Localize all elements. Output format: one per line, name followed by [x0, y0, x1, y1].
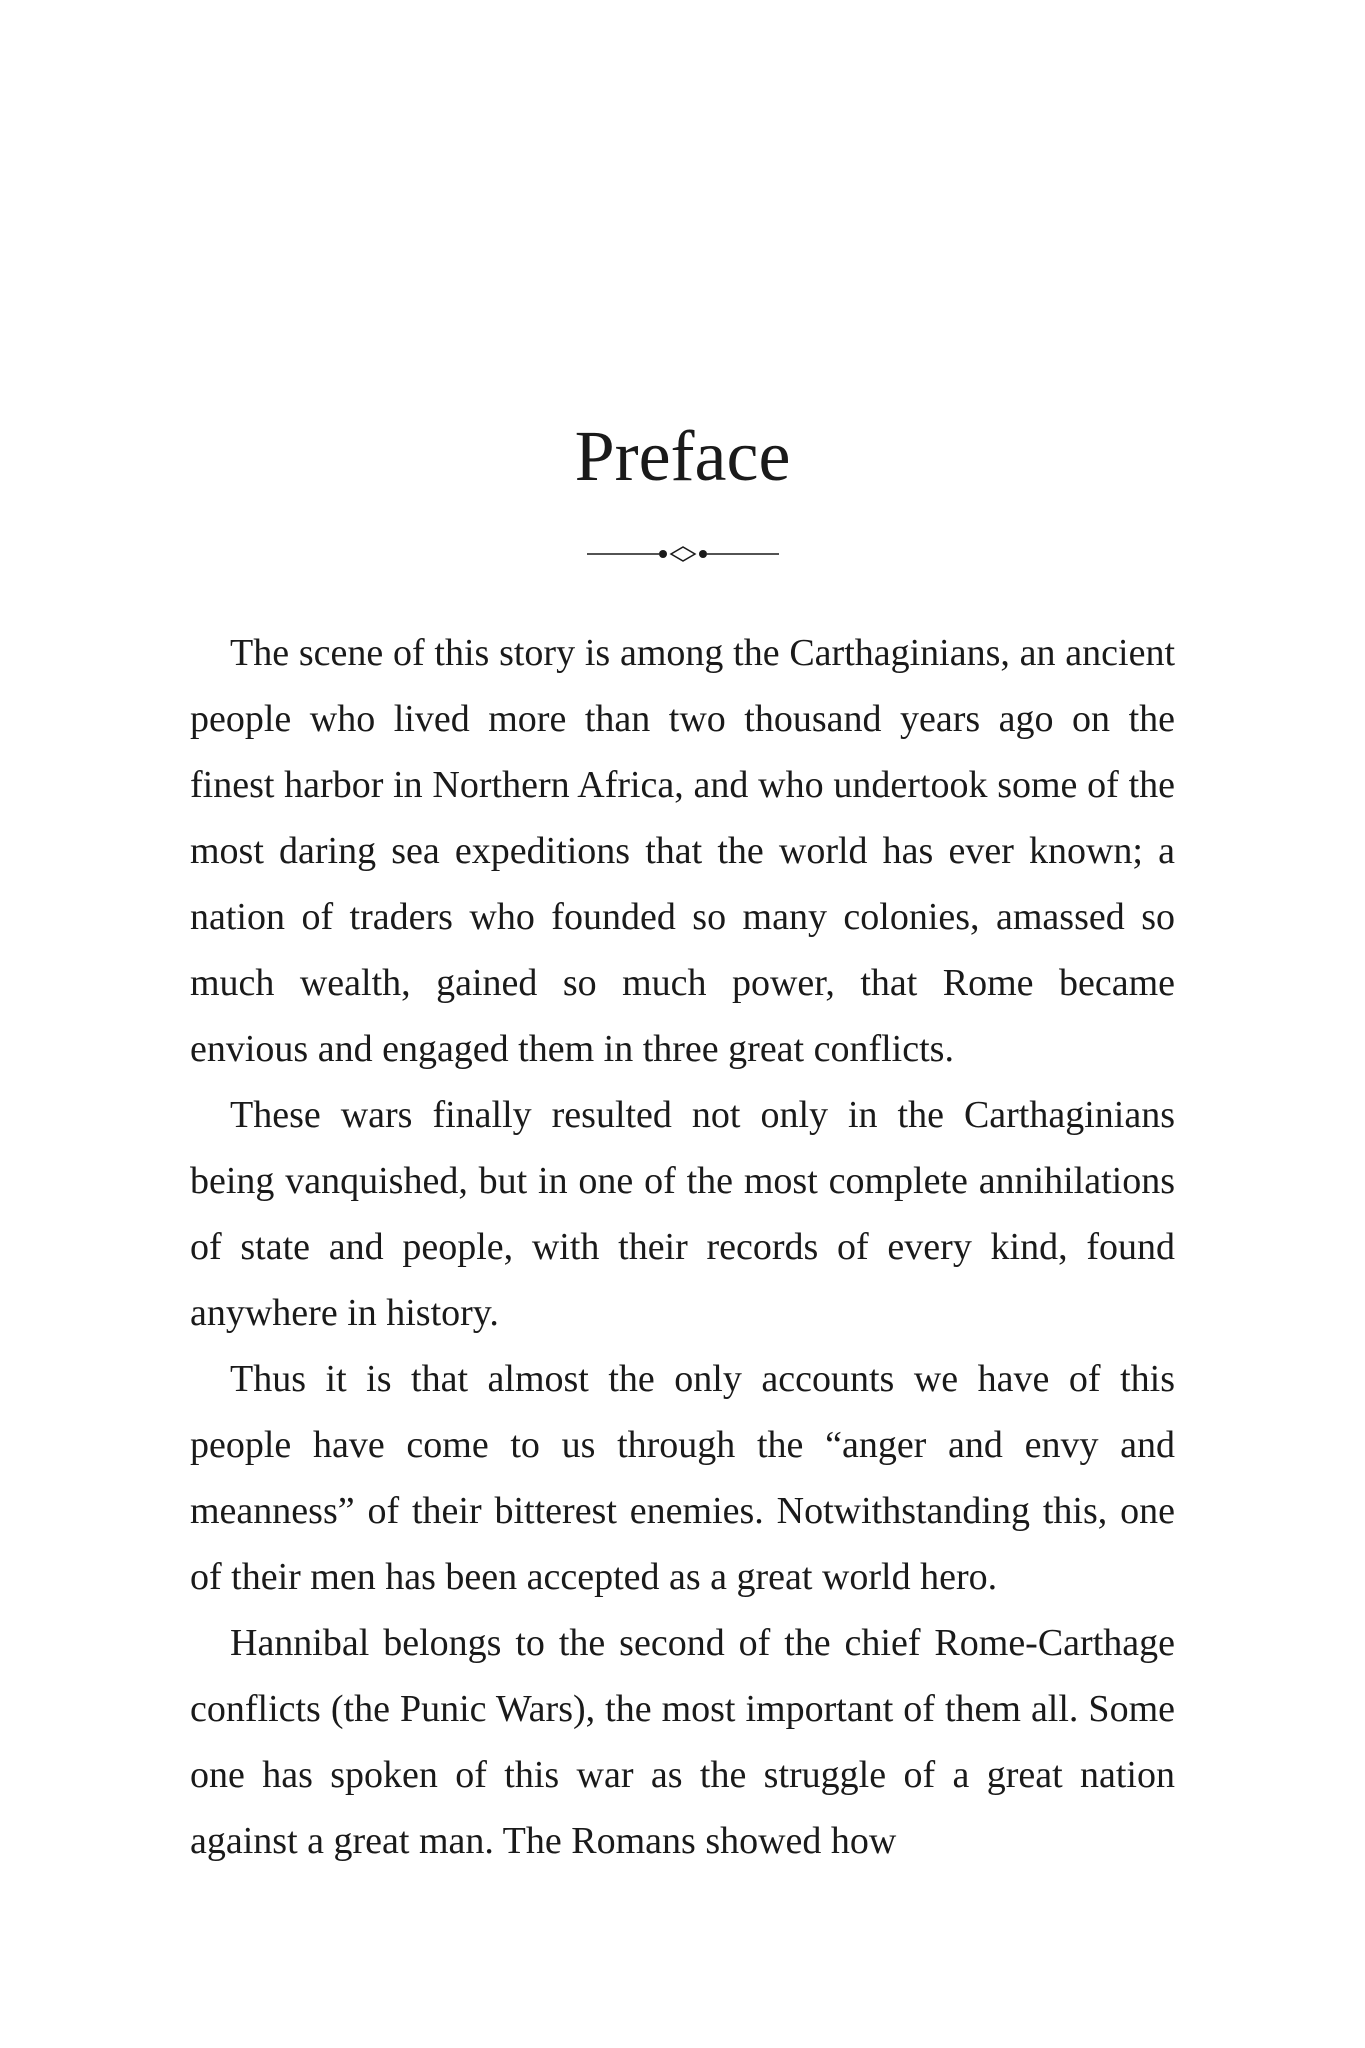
paragraph-1: The scene of this story is among the Carthaginians, an ancient people who lived more than two thousand years ago on the finest harbor in Northern Africa, and who undertook some of the most daring sea expeditions that the world has ever known; a nation of traders who founded so many colonies, amassed so much wealth, gained so much power, that Rome became envious and engaged them in three great conflicts. — [190, 632, 1175, 1070]
paragraph-2: These wars finally resulted not only in the Carthaginians being vanquished, but in one of the most complete annihilations of state and people, with their records of every kind, found anywhere in history. — [190, 1094, 1175, 1334]
ornament-divider-icon — [587, 542, 779, 566]
page-title: Preface — [574, 416, 791, 496]
paragraph-3: Thus it is that almost the only accounts we have of this people have come to us through the “anger and envy and meanness” of their bitterest enemies. Notwithstanding this, one of their men has been accepted as a great world hero. — [190, 1358, 1175, 1598]
paragraph-4: Hannibal belongs to the second of the chief Rome-Carthage conflicts (the Punic Wars), the most important of them all. Some one has spoken of this war as the struggle of a great nation against a great man. The Romans showed how — [190, 1622, 1175, 1862]
preface-body — [190, 620, 1175, 1874]
